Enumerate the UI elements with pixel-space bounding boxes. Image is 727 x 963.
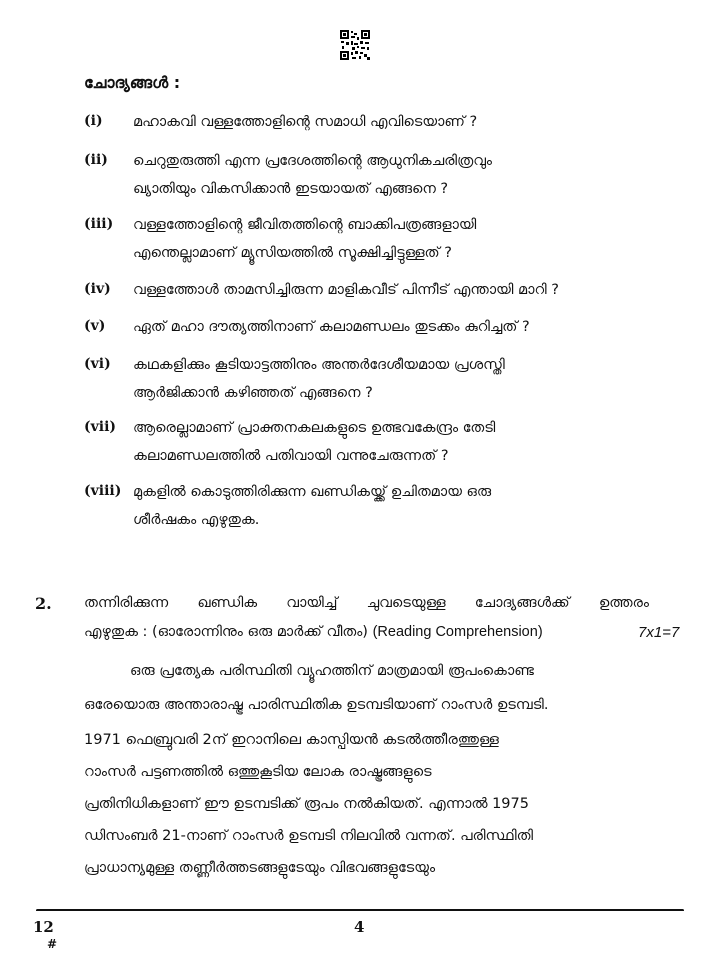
section-instruction-english: (Reading Comprehension) [372, 624, 543, 640]
question-text: ഏത് മഹാ ദൗത്യത്തിനാണ് കലാമണ്ഡലം തുടക്കം കുറിച്ചത് ? [133, 319, 530, 335]
question-text: ഖ്യാതിയും വികസിക്കാൻ ഇടയായത് എങ്ങനെ ? [133, 181, 449, 197]
section-instruction: തന്നിരിക്കുന്ന ഖണ്ഡിക വായിച്ച് ചുവടെയുള്ള ചോദ്യങ്ങൾക്ക് ഉത്തരം [84, 595, 649, 611]
question-text: ചെറുതുരുത്തി എന്ന പ്രദേശത്തിന്റെ ആധുനികചരിത്രവും [133, 153, 492, 169]
question-text: കലാമണ്ഡലത്തിൽ പതിവായി വന്നുചേരുന്നത് ? [133, 448, 449, 464]
question-text: വള്ളത്തോൾ താമസിച്ചിരുന്ന മാളികവീട് പിന്നീട് എന്തായി മാറി ? [133, 282, 559, 298]
question-text: കഥകളിക്കും കൂടിയാട്ടത്തിനും അന്തർദേശീയമായ പ്രശസ്തി [133, 357, 505, 373]
section-instruction-malayalam: എഴുതുക : (ഓരോന്നിനും ഒരു മാർക്ക് വീതം) [84, 624, 368, 640]
question-text: ആർജിക്കാൻ കഴിഞ്ഞത് എങ്ങനെ ? [133, 385, 373, 401]
passage-line: ഒരേയൊരു അന്താരാഷ്ട്ര പാരിസ്ഥിതിക ഉടമ്പടിയാണ് റാംസർ ഉടമ്പടി. [84, 697, 549, 713]
question-text: എന്തെല്ലാമാണ് മ്യൂസിയത്തിൽ സൂക്ഷിച്ചിട്ടുള്ളത് ? [133, 245, 453, 261]
footer-divider [36, 909, 684, 912]
questions-heading: ചോദ്യങ്ങൾ : [84, 73, 181, 92]
question-text: മുകളിൽ കൊടുത്തിരിക്കുന്ന ഖണ്ഡികയ്ക്ക് ഉചിതമായ ഒരു [133, 484, 492, 500]
question-number: (viii) [84, 483, 122, 499]
passage-line: ഒരു പ്രത്യേക പരിസ്ഥിതി വ്യൂഹത്തിന് മാത്രമായി രൂപംകൊണ്ട [130, 663, 534, 679]
question-text: ആരെല്ലാമാണ് പ്രാക്തനകലകളുടെ ഉത്ഭവകേന്ദ്രം തേടി [133, 420, 496, 436]
question-number: (iii) [84, 216, 114, 232]
passage-line: 1971 ഫെബ്രുവരി 2ന് ഇറാനിലെ കാസ്പിയൻ കടൽത്തീരത്തുള്ള [84, 732, 499, 748]
passage-line: ഡിസംബർ 21-നാണ് റാംസർ ഉടമ്പടി നിലവിൽ വന്നത്. പരിസ്ഥിതി [84, 828, 534, 844]
question-text: വള്ളത്തോളിന്റെ ജീവിതത്തിന്റെ ബാക്കിപത്രങ്ങളായി [133, 217, 477, 233]
question-text: ശീർഷകം എഴുതുക. [133, 512, 260, 528]
question-number: (iv) [84, 281, 111, 297]
footer-code: 12 [33, 918, 54, 936]
marks-allocation: 7x1=7 [638, 624, 680, 641]
question-number: (vii) [84, 419, 117, 435]
section-number: 2. [35, 594, 52, 613]
question-number: (v) [84, 318, 106, 334]
footer-hash: # [47, 937, 58, 951]
passage-line: റാംസർ പട്ടണത്തിൽ ഒത്തുകൂടിയ ലോക രാഷ്ട്രങ്ങളുടെ [84, 764, 432, 780]
question-text: മഹാകവി വള്ളത്തോളിന്റെ സമാധി എവിടെയാണ് ? [133, 114, 478, 130]
qr-code-icon [340, 30, 370, 60]
page-number: 4 [354, 918, 365, 936]
passage-line: പ്രാധാന്യമുള്ള തണ്ണീർത്തടങ്ങളുടേയും വിഭവങ്ങളുടേയും [84, 860, 436, 876]
question-number: (vi) [84, 356, 111, 372]
passage-line: പ്രതിനിധികളാണ് ഈ ഉടമ്പടിക്ക് രൂപം നൽകിയത്. എന്നാൽ 1975 [84, 796, 529, 812]
question-number: (i) [84, 113, 103, 129]
question-number: (ii) [84, 152, 108, 168]
section-instruction-line2 [84, 624, 543, 640]
